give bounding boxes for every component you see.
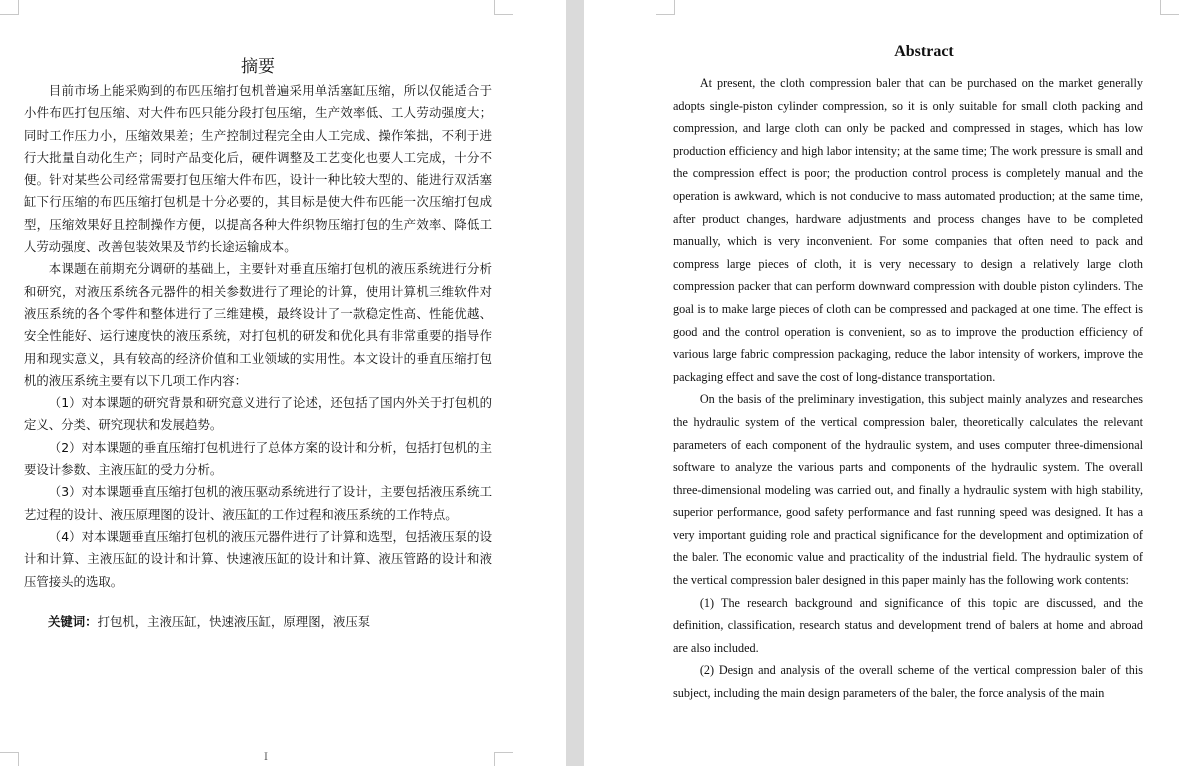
left-page <box>0 0 566 766</box>
crop-mark <box>494 0 513 15</box>
chinese-paragraph: （4）对本课题垂直压缩打包机的液压元器件进行了计算和选型，包括液压泵的设计和计算、主液压缸的设计和计算、快速液压缸的设计和计算、液压管路的设计和液压管接头的选取。 <box>24 528 492 589</box>
chinese-paragraph: （3）对本课题垂直压缩打包机的液压驱动系统进行了设计，主要包括液压系统工艺过程的设计、液压原理图的设计、液压缸的工作过程和液压系统的工作特点。 <box>24 484 492 522</box>
chinese-paragraph: （2）对本课题的垂直压缩打包机进行了总体方案的设计和分析，包括打包机的主要设计参数、主液压缸的受力分析。 <box>24 439 492 478</box>
keywords-text: 打包机，主液压缸，快速液压缸，原理图，液压泵 <box>97 614 371 629</box>
english-paragraph: On the basis of the preliminary investigation, this subject mainly analyzes and researches the hydraulic system of the vertical compression baler, theoretically calculates the relevant parameters of each component of the hydraulic system, and uses computer three-dimensional software to analyze the various parts and components of the hydraulic system. The overall three-dimensional modeling was carried out, and finally a hydraulic system with high stability, superior performance, good safety performance and fast running speed was designed. It has a very important guiding role and practical significance for the development and optimization of the baler. The economic value and practicality of the industrial field. The hydraulic system of the vertical compression baler designed in this paper mainly has the following work contents: <box>673 392 1143 588</box>
chinese-paragraph: 目前市场上能采购到的布匹压缩打包机普遍采用单活塞缸压缩，所以仅能适合于小件布匹打包压缩、对大件布匹只能分段打包压缩，生产效率低、工人劳动强度大；同时工作压力小，压缩效果差；生产控制过程完全由人工完成、操作笨拙，不利于进行大批量自动化生产；同时产品变化后，硬件调整及工艺变化也要人工完成，十分不便。针对某些公司经常需要打包压缩大件布匹，设计一种比较大型的、能进行双活塞缸下行压缩的布匹压缩打包机是十分必要的，其目标是使大件布匹能一次压缩打包成型，压缩效果好且控制操作方便，以提高各种大件织物压缩打包的生产效率、降低工人劳动强度、改善包装效果及节约长途运输成本。 <box>24 83 492 255</box>
crop-mark <box>656 0 675 15</box>
english-paragraph: (2) Design and analysis of the overall scheme of the vertical compression baler of this subject, including the main design parameters of the baler, the force analysis of the main <box>673 663 1143 701</box>
chinese-abstract-title: 摘要 <box>241 57 275 77</box>
english-abstract-body <box>673 72 1143 705</box>
crop-mark <box>0 0 19 15</box>
english-abstract-title: Abstract <box>894 43 954 60</box>
crop-mark <box>0 752 19 766</box>
chinese-abstract-body <box>24 80 492 593</box>
page-number: I <box>264 752 268 763</box>
right-page <box>584 0 1189 766</box>
keywords-label: 关键词： <box>48 614 98 629</box>
english-paragraph: (1) The research background and significance of this topic are discussed, and the definition, classification, research status and development trend of balers at home and abroad are also included. <box>673 595 1143 655</box>
crop-mark <box>1160 0 1179 15</box>
keywords-line <box>48 612 498 632</box>
chinese-paragraph: 本课题在前期充分调研的基础上，主要针对垂直压缩打包机的液压系统进行分析和研究，对液压系统各元器件的相关参数进行了理论的计算，使用计算机三维软件对液压系统的各个零件和整体进行了三维建模，最终设计了一款稳定性高、性能优越、安全性能好、运行速度快的液压系统，对打包机的研发和优化具有非常重要的指导作用和现实意义，具有较高的经济价值和工业领域的实用性。本文设计的垂直压缩打包机的液压系统主要有以下几项工作内容： <box>24 261 492 388</box>
crop-mark <box>494 752 513 766</box>
english-paragraph: At present, the cloth compression baler that can be purchased on the market generally adopts single-piston cylinder compression, so it is only suitable for small cloth packing and compression, and large cloth can only be packed and compressed in stages, which has low production efficiency and high labor intensity; at the same time; The work pressure is small and the compression effect is poor; the production control process is completely manual and the operation is awkward, which is not conducive to mass automated production; at the same time, after product changes, hardware adjustments and process changes have to be completed manually, which is very inconvenient. For some companies that often need to pack and compress large pieces of cloth, it is very necessary to design a relatively large cloth compression packer that can perform downward compression with double piston cylinders. The goal is to make large pieces of cloth can be compressed and packaged at one time. The effect is good and the control operation is convenient, so as to improve the production efficiency of various large fabric compression packaging, reduce the labor intensity of workers, improve the packaging effect and save the cost of long-distance transportation. <box>673 76 1143 384</box>
chinese-paragraph: （1）对本课题的研究背景和研究意义进行了论述，还包括了国内外关于打包机的定义、分类、研究现状和发展趋势。 <box>24 395 492 433</box>
